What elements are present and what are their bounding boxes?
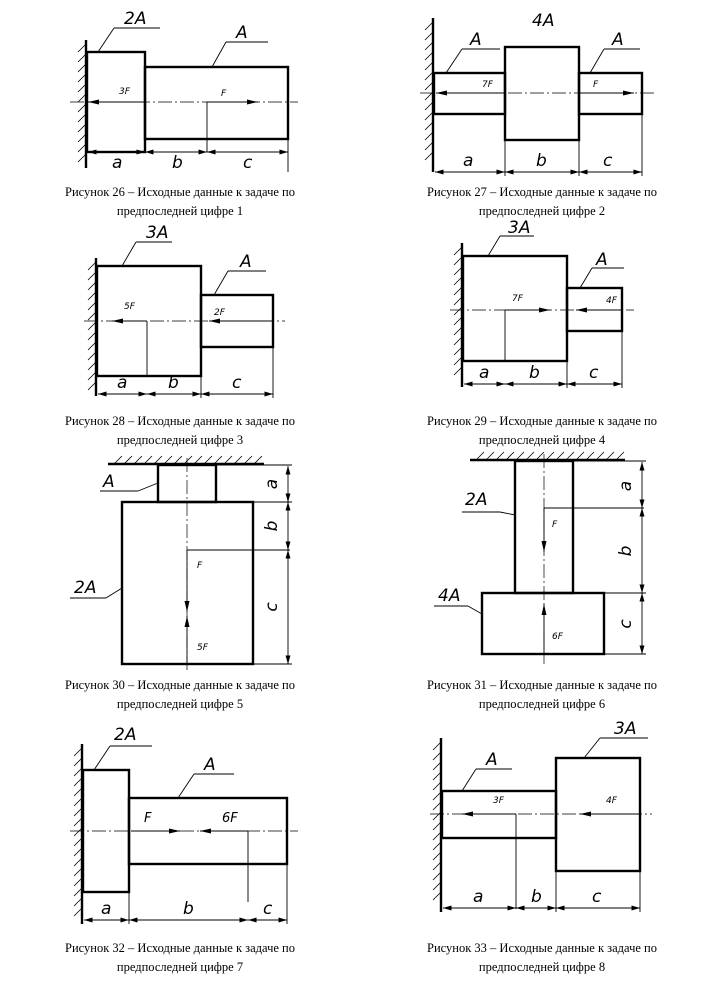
force-label: 3F [119, 87, 130, 97]
area-label: 3A [146, 223, 169, 243]
dimension-label: b [172, 153, 183, 173]
dimension-label: b [616, 545, 636, 557]
figure-caption: предпоследней цифре 8 [478, 960, 606, 974]
fixed-support-wall [425, 18, 433, 172]
figure-caption: Рисунок 30 – Исходные данные к задаче по [65, 678, 295, 692]
area-label: 2A [114, 725, 137, 745]
force-label: F [144, 811, 152, 826]
force-label: 4F [606, 796, 617, 806]
fixed-support-wall [454, 243, 462, 387]
figure-caption: предпоследней цифре 4 [478, 433, 606, 447]
figure-caption: предпоследней цифре 3 [116, 433, 244, 447]
dimension-label: a [616, 480, 636, 492]
figure-caption: Рисунок 32 – Исходные данные к задаче по [65, 941, 295, 955]
dimension-label: a [473, 887, 484, 907]
figure-28 [65, 223, 295, 447]
figure-caption: предпоследней цифре 7 [116, 960, 244, 974]
dimension-label: b [262, 520, 282, 532]
figure-33 [427, 719, 657, 974]
force-label: 6F [552, 632, 563, 642]
figure-caption: Рисунок 29 – Исходные данные к задаче по [427, 414, 657, 428]
dimension-label: b [183, 899, 194, 919]
force-label: 2F [214, 308, 225, 318]
dimension-label: a [117, 373, 128, 393]
area-label: A [612, 30, 624, 50]
figure-26 [65, 9, 298, 218]
force-label: 7F [482, 80, 493, 90]
force-arrows [131, 831, 248, 902]
dimension-label: a [479, 363, 490, 383]
force-label: 3F [493, 796, 504, 806]
figure-caption: предпоследней цифре 2 [478, 204, 606, 218]
fixed-support-wall [78, 40, 86, 168]
rod-segments [463, 256, 622, 361]
fixed-support-wall [74, 744, 82, 924]
fixed-support-wall [88, 258, 96, 396]
force-arrows [88, 102, 258, 152]
dimension-label: c [263, 899, 273, 919]
force-label: 6F [222, 811, 238, 826]
figure-29 [427, 218, 657, 447]
dimension-label: b [536, 151, 547, 171]
figure-31 [427, 452, 657, 711]
force-label: 4F [606, 296, 617, 306]
force-label: F [221, 89, 227, 99]
dimension-label: b [531, 887, 542, 907]
dimension-label: c [589, 363, 599, 383]
dimension-label: a [262, 478, 282, 490]
dimension-label: c [616, 619, 636, 629]
area-label: 4A [438, 586, 461, 606]
rod-segments [122, 465, 253, 664]
fixed-support-ceiling [470, 452, 625, 460]
figure-caption: Рисунок 33 – Исходные данные к задаче по [427, 941, 657, 955]
figure-30 [65, 456, 295, 711]
figure-caption: предпоследней цифре 1 [116, 204, 244, 218]
figure-caption: Рисунок 31 – Исходные данные к задаче по [427, 678, 657, 692]
dimension-label: b [168, 373, 179, 393]
area-label: 3A [614, 719, 637, 739]
area-label: A [240, 252, 252, 272]
area-label: A [486, 750, 498, 770]
force-label: F [552, 520, 558, 530]
fixed-support-wall [433, 738, 441, 912]
dimension-label: a [101, 899, 112, 919]
dimension-label: c [603, 151, 613, 171]
area-label: 4A [532, 11, 555, 31]
area-label: A [470, 30, 482, 50]
dimension-label: c [232, 373, 242, 393]
figure-32 [65, 725, 298, 974]
area-label: 2A [465, 490, 488, 510]
dimension-label: c [262, 602, 282, 612]
figure-caption: Рисунок 27 – Исходные данные к задаче по [427, 185, 657, 199]
figure-27 [420, 11, 657, 218]
dimension-label: c [592, 887, 602, 907]
rod-segments [434, 47, 642, 140]
area-label: 2A [74, 578, 97, 598]
rod-segments [482, 461, 604, 654]
fixed-support-ceiling [108, 456, 264, 464]
area-label: A [204, 755, 216, 775]
figure-caption: Рисунок 26 – Исходные данные к задаче по [65, 185, 295, 199]
force-arrows [112, 321, 273, 376]
force-label: 7F [512, 294, 523, 304]
force-label: 5F [124, 302, 135, 312]
area-leaders [446, 49, 640, 73]
force-arrows [462, 814, 640, 909]
dimension-label: a [112, 153, 123, 173]
force-label: F [197, 561, 203, 571]
figure-caption: Рисунок 28 – Исходные данные к задаче по [65, 414, 295, 428]
area-label: A [236, 23, 248, 43]
figure-caption: предпоследней цифре 5 [116, 697, 244, 711]
force-label: F [593, 80, 599, 90]
area-label: A [596, 250, 608, 270]
area-label: A [103, 472, 115, 492]
dimension-label: b [529, 363, 540, 383]
dimension-label: a [463, 151, 474, 171]
figure-caption: предпоследней цифре 6 [478, 697, 606, 711]
area-label: 3A [508, 218, 531, 238]
force-label: 5F [197, 643, 208, 653]
force-arrows [505, 310, 622, 361]
area-label: 2A [124, 9, 147, 29]
dimension-label: c [243, 153, 253, 173]
